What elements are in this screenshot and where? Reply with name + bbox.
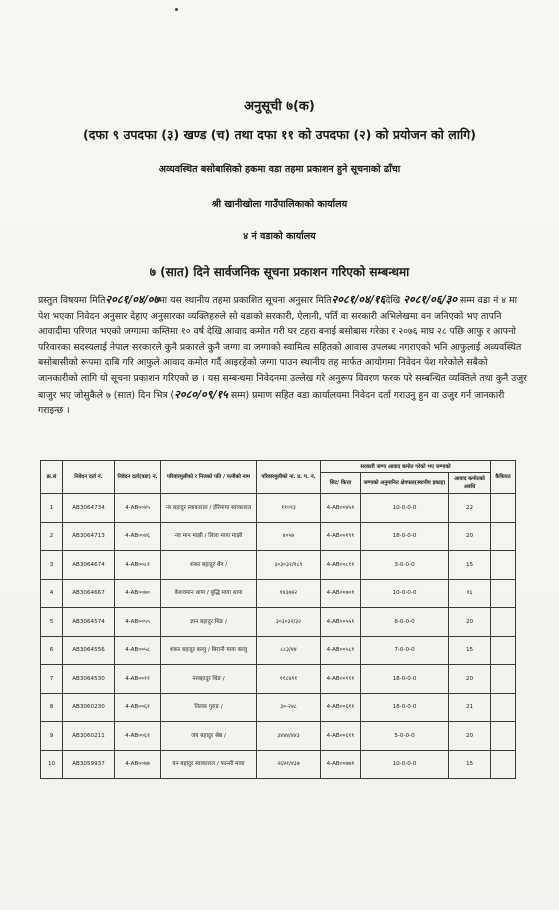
cell-reg: AB3064667 [63, 579, 115, 608]
schedule-title: अनुसूची ७(क) [244, 99, 315, 114]
notice-body [38, 292, 530, 419]
cell-name: वन बहादुर स्वाकाराल / फान्सी माया [161, 750, 257, 779]
cell-years: 20 [449, 665, 491, 694]
cell-sn: 8 [41, 693, 63, 722]
cell-remarks [491, 636, 516, 665]
cell-remarks [491, 750, 516, 779]
table-row [41, 522, 516, 551]
cell-app: 4-AB००७० [115, 579, 161, 608]
cell-cit: ११८४११ [257, 665, 321, 694]
cell-sheet: 4-AB००६११ [321, 722, 361, 751]
cell-app: 4-AB००६१ [115, 693, 161, 722]
cell-cit: ८८३/४४ [257, 636, 321, 665]
cell-app: 4-AB००११ [115, 665, 161, 694]
cell-years: 15 [449, 551, 491, 580]
cell-reg: AB3060230 [63, 693, 115, 722]
table-row [41, 494, 516, 523]
col-header-citizenship: परिवारमुलीको ना. प्र. प. नं. [257, 461, 321, 494]
cell-sn: 10 [41, 750, 63, 779]
cell-sheet: 4-AB००५५१ [321, 608, 361, 637]
cell-name: जय बहादुर श्रेष्ठ / [161, 722, 257, 751]
cell-sn: 6 [41, 636, 63, 665]
cell-sheet: 4-AB००७७१ [321, 750, 361, 779]
table-row [41, 722, 516, 751]
cell-sn: 2 [41, 522, 63, 551]
cell-reg: AB3064530 [63, 665, 115, 694]
cell-reg: AB3064734 [63, 494, 115, 523]
cell-years: 21 [449, 693, 491, 722]
cell-name: तिलक गुरुङ / [161, 693, 257, 722]
cell-cit: ३४४४/४४३ [257, 722, 321, 751]
body-text-3: देखि [385, 295, 401, 306]
cell-cit: १४३७४२ [257, 579, 321, 608]
notice-title: ७ (सात) दिने सार्वजनिक सूचना प्रकाशन गरिएको सम्बन्धमा [149, 265, 410, 279]
body-text-5: सम्म) प्रमाण सहित वडा कार्यालयमा निवेदन दर्ता गराउनु हुन वा उजुर गर्न जानकारी गराइन्छ । [38, 389, 505, 417]
table-row [41, 608, 516, 637]
col-header-sheet: सिट/ कित्ता [321, 473, 361, 494]
cell-area: 3-0-0-0 [361, 551, 449, 580]
cell-remarks [491, 608, 516, 637]
table-row [41, 693, 516, 722]
table-row [41, 579, 516, 608]
cell-years: 22 [449, 494, 491, 523]
col-header-reg: निवेदन दर्ता नं. [63, 461, 115, 494]
cell-remarks [491, 665, 516, 694]
cell-years: 20 [449, 608, 491, 637]
cell-area: 10-0-0-0 [361, 750, 449, 779]
cell-sheet: 4-AB००४५१ [321, 494, 361, 523]
table-row [41, 636, 516, 665]
cell-years: 20 [449, 522, 491, 551]
cell-cit: ४०५७ [257, 522, 321, 551]
cell-name: शंकर बहादुर थेंग / [161, 551, 257, 580]
body-text-4: सम्म वडा नं ४ मा पेश भएका निवेदन अनुसार देहाए अनुसारका व्यक्तिहरुले सो वडाको सरकारी, ऐलानी, पर्ति वा सरकारी अभिलेखमा वन जनिएको भए तापनि आवादीमा परिणत भएको जग्गामा कम्तिमा १० वर्ष देखि आवाद कमोत गरी घर टहरा बनाई बसोबास गरेका र २०७६ माघ २८ पछि आफु र आफ्नो परिवारका सदस्यलाई नेपाल सरकारले कुनै प्रकारले कुनै जग्गा वा जग्गाको स्वामित्व सहितको आवास उपलब्ध नगराएको भनि आफुलाई अव्यवस्थित बसोबासीको रूपमा दाबि गरि आफुले आवाद कमोत गर्दै आइरहेको जग्गा पाउन स्थानीय तह मार्फत आयोगमा निवेदन पेश गरेकोले सबैको जानकारीको लागि यो सूचना प्रकाशन गरिएको छ । यस सम्बन्धमा निवेदनमा उल्लेख गरे अनुरूप विवरण फरक परे सम्बन्धित व्यक्तिले तथा कुनै उजुर बाजुर भए जोसुकैले ७ (सात) दिन भित्र ( [38, 295, 527, 401]
cell-years: 20 [449, 722, 491, 751]
cell-app: 4-AB००५८ [115, 636, 161, 665]
cell-cit: ३०३०३२/३२ [257, 608, 321, 637]
cell-cit: २६४१/४३७ [257, 750, 321, 779]
cell-area: 18-0-0-0 [361, 693, 449, 722]
cell-name: नरबहादुर थिंङ / [161, 665, 257, 694]
cell-app: 4-AB००७७ [115, 750, 161, 779]
table-row [41, 750, 516, 779]
applicant-table [40, 460, 516, 779]
col-header-land-group: सरकारी जग्गा आवाद कमोत गरेको भए जग्गाको [321, 461, 491, 473]
handwritten-date-4: २०८०/०९/१५ [174, 387, 228, 401]
body-text-2: मा यस स्थानीय तहमा प्रकाशित सूचना अनुसार मिति [159, 295, 332, 306]
col-header-sn: क्र.सं [41, 461, 63, 494]
cell-app: 4-AB००४६ [115, 522, 161, 551]
cell-cit: ३०३०३२/१८१ [257, 551, 321, 580]
cell-years: 15 [449, 750, 491, 779]
cell-reg: AB3059937 [63, 750, 115, 779]
cell-reg: AB3064556 [63, 636, 115, 665]
cell-area: 6-0-0-0 [361, 608, 449, 637]
cell-remarks [491, 522, 516, 551]
cell-name: नर बहादुर स्वाकाराल / हीरेमाया स्वाकाराल [161, 494, 257, 523]
cell-remarks [491, 693, 516, 722]
cell-remarks [491, 722, 516, 751]
cell-cit: ३०-२४८ [257, 693, 321, 722]
cell-name: नव मान माझी / लिला माया माझी [161, 522, 257, 551]
format-heading: अव्यवस्थित बसोबासिको हकमा वडा तहमा प्रकाशन हुने सूचनाको ढाँचा [158, 164, 401, 175]
cell-area: 7-0-0-0 [361, 636, 449, 665]
cell-sn: 1 [41, 494, 63, 523]
col-header-remarks: कैफियत [491, 461, 516, 494]
cell-name: शंकर बहादुर बल्लु / बिरानी माया बल्लु [161, 636, 257, 665]
cell-sheet: 4-AB००६११ [321, 693, 361, 722]
office-name: श्री खानीखोला गाउँपालिकाको कार्यालय [211, 199, 348, 210]
cell-area: 5-0-0-0 [361, 722, 449, 751]
cell-name: केशवमान थापा / बुद्धि माया थापा [161, 579, 257, 608]
cell-name: ज्ञान बहादुर थिंङ / [161, 608, 257, 637]
cell-app: 4-AB००५५ [115, 608, 161, 637]
cell-reg: AB3060211 [63, 722, 115, 751]
cell-sheet: 4-AB००१११ [321, 665, 361, 694]
cell-reg: AB3064574 [63, 608, 115, 637]
cell-sn: 4 [41, 579, 63, 608]
cell-remarks [491, 579, 516, 608]
cell-area: 18-0-0-0 [361, 665, 449, 694]
cell-years: 15 [449, 636, 491, 665]
body-text-1: प्रस्तुत विषयमा मिति [38, 295, 106, 306]
cell-sn: 9 [41, 722, 63, 751]
cell-reg: AB3064713 [63, 522, 115, 551]
cell-remarks [491, 494, 516, 523]
table-row [41, 665, 516, 694]
cell-area: 18-0-0-0 [361, 522, 449, 551]
cell-sheet: 4-AB००८११ [321, 551, 361, 580]
cell-sn: 3 [41, 551, 63, 580]
cell-sn: 5 [41, 608, 63, 637]
cell-reg: AB3064674 [63, 551, 115, 580]
scan-speck [175, 8, 178, 11]
handwritten-date-1: २०८१/०४/०७ [105, 293, 160, 306]
schedule-subtitle: (दफा ९ उपदफा (३) खण्ड (च) तथा दफा ११ को उपदफा (२) को प्रयोजन को लागि) [83, 127, 476, 142]
col-header-years: आवाद कमोतको अवधि [449, 473, 491, 494]
handwritten-date-3: २०८१/०६/३० [403, 293, 458, 306]
cell-years: १६ [449, 579, 491, 608]
col-header-area: जग्गाको अनुमानित क्षेत्रफल(स्थानीय इकाइ) [361, 473, 449, 494]
table-row [41, 551, 516, 580]
handwritten-date-2: २०८१/०४/१६ [331, 293, 386, 306]
cell-sheet: 4-AB००१९१ [321, 522, 361, 551]
ward-office-name: ४ नं वडाको कार्यालय [243, 231, 316, 242]
cell-sheet: 4-AB००५८१ [321, 636, 361, 665]
col-header-app: निवेदन दर्ता(वडा) नं. [115, 461, 161, 494]
cell-area: 10-0-0-0 [361, 494, 449, 523]
cell-sheet: 4-AB००७०१ [321, 579, 361, 608]
col-header-name: परिवारमुलीको र निजको पति / पत्नीको नाम [161, 461, 257, 494]
cell-remarks [491, 551, 516, 580]
cell-cit: ११०१३ [257, 494, 321, 523]
cell-area: 10-0-0-0 [361, 579, 449, 608]
cell-app: 4-AB००६१ [115, 722, 161, 751]
cell-app: 4-AB००८१ [115, 551, 161, 580]
cell-sn: 7 [41, 665, 63, 694]
cell-app: 4-AB००४५ [115, 494, 161, 523]
